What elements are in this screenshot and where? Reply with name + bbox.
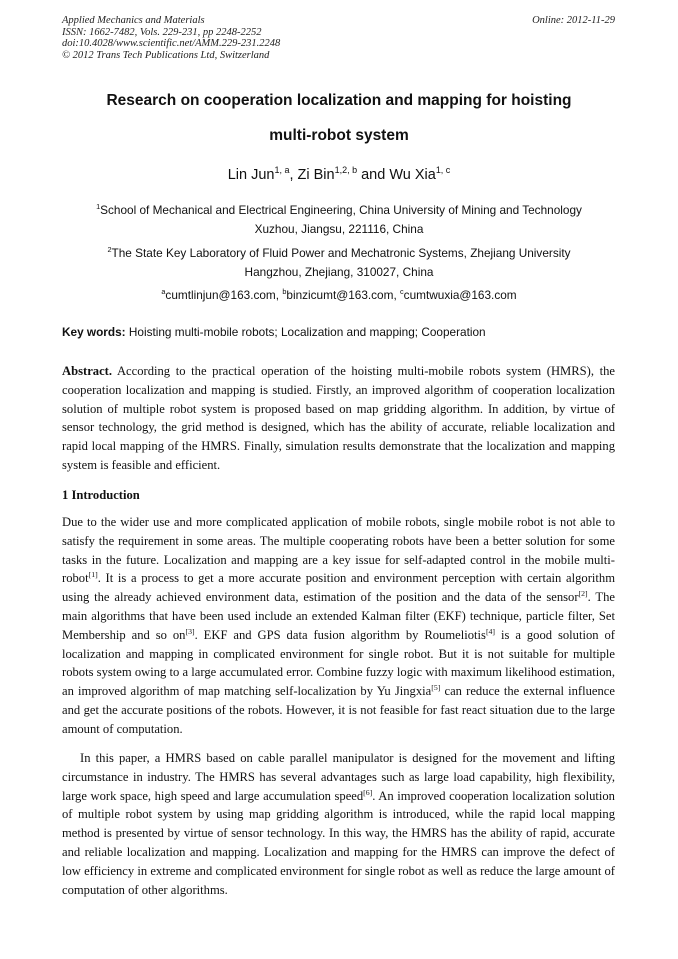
author-sep: and <box>357 167 390 183</box>
paragraph-text: . EKF and GPS data fusion algorithm by Roumeliotis <box>194 627 486 642</box>
paragraph-text: Due to the wider use and more complicated application of mobile robots, single mobile robot is not able to satisfy the requirement in some areas. The multiple cooperating robots have been a better solution for some tasks in the future. Localization and mapping are a key issue for self-adapted control in the mobile multi-robot <box>62 515 615 586</box>
affiliation-sup: 1 <box>96 202 101 212</box>
citation-ref: [5] <box>431 682 441 692</box>
keywords-text: Hoisting multi-mobile robots; Localization and mapping; Cooperation <box>125 325 486 339</box>
paragraph-text: . The main algorithms that have been used include an extended Kalman filter (EKF) technique, particle filter, Set Membership and so on <box>62 590 615 642</box>
affiliation-1 <box>40 201 638 239</box>
paper-title-line-2: multi-robot system <box>269 127 409 144</box>
journal-name: Applied Mechanics and Materials <box>62 15 205 26</box>
online-date: Online: 2012-11-29 <box>532 15 615 26</box>
intro-paragraph-2 <box>62 749 615 899</box>
email-sep: , <box>275 288 283 302</box>
email-address: cumtwuxia@163.com <box>403 288 517 302</box>
affiliation-sup: 2 <box>107 245 112 255</box>
abstract-label: Abstract. <box>62 364 113 378</box>
email-address: cumtlinjun@163.com <box>165 288 276 302</box>
intro-paragraph-1 <box>62 513 615 739</box>
journal-header <box>62 15 615 61</box>
abstract-text: According to the practical operation of the hoisting multi-mobile robots system (HMRS), the cooperation localization and mapping is studied. Firstly, an improved algorithm of cooperation localization solution of multiple robot system is proposed based on map gridding algorithm. In addition, by virtue of sensor technology, the grid method is designed, which has the ability of accurate, reliable localization and rapid local mapping of the HMRS. Finally, simulation results demonstrate that the localization and mapping system is feasible and efficient. <box>62 364 615 472</box>
email-sup: c <box>400 287 404 297</box>
author-list <box>40 167 638 183</box>
author-sup: 1,2, b <box>334 165 358 176</box>
email-sup: b <box>282 287 287 297</box>
section-heading: 1 Introduction <box>62 488 140 502</box>
issn-line: ISSN: 1662-7482, Vols. 229-231, pp 2248-2252 <box>62 26 262 38</box>
paragraph-text: In this paper, a HMRS based on cable parallel manipulator is designed for the movement and lifting circumstance in industry. The HMRS has several advantages such as large load capability, high flexibility, large work space, high speed and large accumulation speed <box>62 751 615 803</box>
paragraph-text: . An improved cooperation localization solution of multiple robot system by using map gridding algorithm is introduced, while the rapid local mapping method is presented by virtue of sensor technology. In this way, the HMRS has the ability of rapid, accurate and reliable localization and mapping. Localization and mapping for the HMRS can improve the defect of low efficiency in extreme and complicated environment for single robot as well as reduce the large amount of computation of other algorithms. <box>62 788 615 897</box>
affiliation-line: Xuzhou, Jiangsu, 221116, China <box>254 222 424 236</box>
paper-title-line-1: Research on cooperation localization and mapping for hoisting <box>106 92 572 109</box>
affiliation-line: The State Key Laboratory of Fluid Power and Mechatronic Systems, Zhejiang University <box>111 246 571 260</box>
affiliation-line: Hangzhou, Zhejiang, 310027, China <box>244 265 434 279</box>
author-sup: 1, a <box>274 165 290 176</box>
keywords <box>62 325 622 339</box>
paragraph-text: . It is a process to get a more accurate position and environment perception with certain algorithm using the already achieved environment data, estimation of the position and the data of the sensor <box>62 571 615 605</box>
email-sup: a <box>161 287 166 297</box>
author-name: Lin Jun <box>227 167 275 183</box>
author-sup: 1, c <box>435 165 451 176</box>
citation-ref: [1] <box>88 570 98 580</box>
email-list <box>40 286 638 305</box>
email-sep: , <box>393 288 401 302</box>
doi-line: doi:10.4028/www.scientific.net/AMM.229-231.2248 <box>62 38 281 49</box>
paragraph-text: can reduce the external influence and get the accurate positions of the robots. However, it is not feasible for fast react situation due to the large amount of computation. <box>62 684 615 736</box>
author-sep: , <box>289 167 298 183</box>
affiliation-line: School of Mechanical and Electrical Engineering, China University of Mining and Technology <box>100 203 582 217</box>
author-name: Wu Xia <box>389 167 436 183</box>
copyright-line: © 2012 Trans Tech Publications Ltd, Switzerland <box>62 49 270 61</box>
affiliation-2 <box>40 244 638 282</box>
citation-ref: [3] <box>185 626 195 636</box>
abstract <box>62 362 615 475</box>
paragraph-text: is a good solution of localization and mapping in complicated environment for single robot. But it is not suitable for multiple robots system owing to a large accumulated error. Combine fuzzy logic with maximum likelihood estimation, an improved algorithm of map matching self-localization by Yu Jingxia <box>62 627 616 699</box>
citation-ref: [4] <box>485 626 496 636</box>
citation-ref: [6] <box>363 787 373 797</box>
author-name: Zi Bin <box>297 167 335 183</box>
citation-ref: [2] <box>578 589 588 598</box>
keywords-label: Key words: <box>62 325 126 339</box>
email-address: binzicumt@163.com <box>286 288 394 302</box>
